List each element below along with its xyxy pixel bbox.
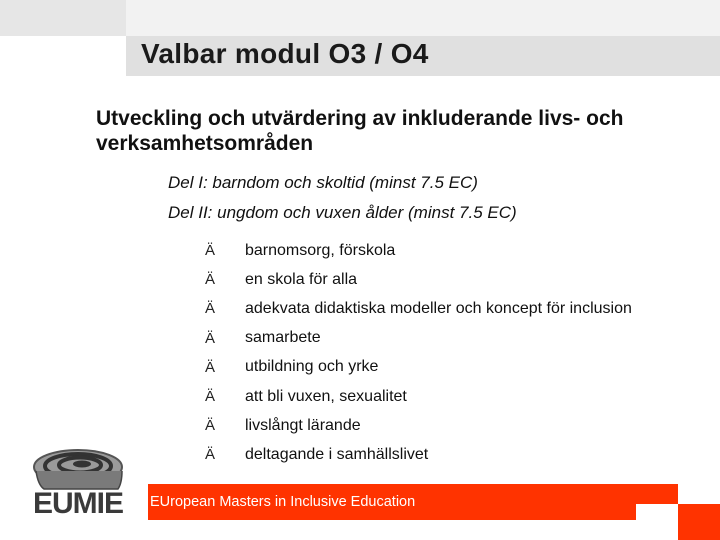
list-item (205, 411, 705, 440)
list-item-text: livslångt lärande (245, 416, 361, 434)
bullet-icon: Ä (205, 446, 216, 464)
list-item (205, 324, 705, 353)
bullet-icon: Ä (205, 417, 216, 435)
list-item (205, 236, 705, 265)
list-item (205, 265, 705, 294)
list-item-text: en skola för alla (245, 270, 358, 288)
list-item-text: att bli vuxen, sexualitet (245, 387, 407, 405)
footer-text: EUropean Masters in Inclusive Education (150, 494, 416, 510)
footer-checker-block (636, 520, 678, 540)
corner-decoration (0, 0, 126, 36)
list-item-text: samarbete (245, 329, 321, 347)
bullet-icon: Ä (205, 242, 216, 260)
slide-title: Valbar modul O3 / O4 (141, 38, 429, 69)
list-item (205, 440, 705, 469)
bullet-list (205, 236, 705, 470)
logo-wordmark: EUMIE (33, 487, 124, 520)
bullet-icon: Ä (205, 329, 216, 347)
bullet-icon: Ä (205, 271, 216, 289)
bullet-icon: Ä (205, 388, 216, 406)
part-one-line: Del I: barndom och skoltid (minst 7.5 EC) (168, 173, 478, 192)
list-item-text: utbildning och yrke (245, 358, 379, 376)
list-item-text: adekvata didaktiska modeller och koncept för inclusion (245, 299, 632, 317)
footer-checker-block (678, 520, 720, 540)
corner-decoration-white (0, 36, 126, 76)
top-band-decoration (126, 0, 720, 36)
eumie-logo (30, 445, 135, 520)
list-item-text: barnomsorg, förskola (245, 241, 396, 259)
list-item (205, 382, 705, 411)
bullet-icon: Ä (205, 358, 216, 376)
list-item (205, 294, 705, 323)
part-two-line: Del II: ungdom och vuxen ålder (minst 7.5 EC) (168, 203, 517, 222)
section-heading: Utveckling och utvärdering av inkluderande livs- och verksamhetsområden (96, 107, 624, 155)
list-item-text: deltagande i samhällslivet (245, 445, 429, 463)
bullet-icon: Ä (205, 300, 216, 318)
footer-checker-block (636, 484, 678, 504)
list-item (205, 353, 705, 382)
